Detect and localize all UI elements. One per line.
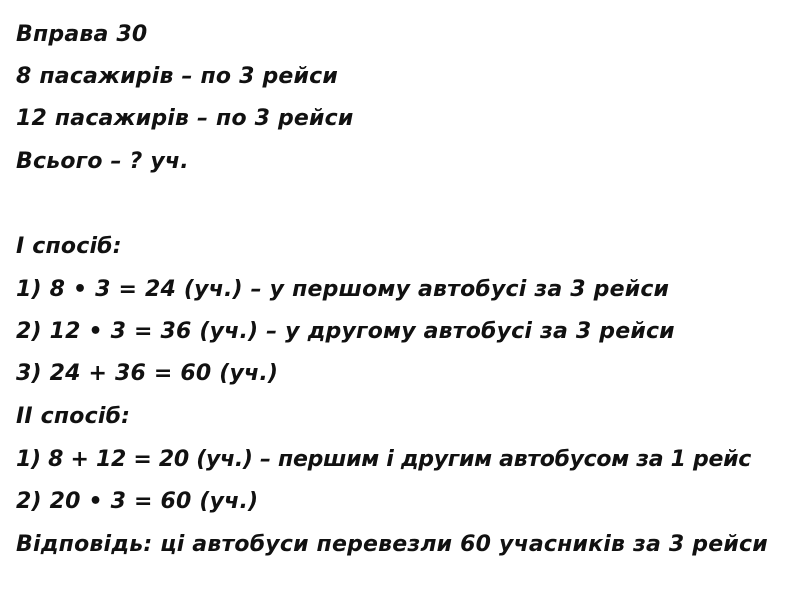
condition-line-1: 8 пасажирів – по 3 рейси [16, 64, 339, 89]
method-1-step-3: 3) 24 + 36 = 60 (уч.) [16, 361, 279, 386]
method-2-step-1: 1) 8 + 12 = 20 (уч.) – першим і другим автобусом за 1 рейс [16, 447, 751, 472]
method-1-heading: І спосіб: [16, 234, 122, 259]
method-2-heading: ІІ спосіб: [16, 404, 131, 429]
condition-line-2: 12 пасажирів – по 3 рейси [16, 106, 354, 131]
answer-line: Відповідь: ці автобуси перевезли 60 учасників за 3 рейси [16, 532, 768, 557]
method-1-step-2: 2) 12 • 3 = 36 (уч.) – у другому автобусі за 3 рейси [16, 319, 675, 344]
method-2-step-2: 2) 20 • 3 = 60 (уч.) [16, 489, 259, 514]
method-1-step-1: 1) 8 • 3 = 24 (уч.) – у першому автобусі за 3 рейси [16, 277, 670, 302]
exercise-title: Вправа 30 [16, 22, 148, 47]
condition-question: Всього – ? уч. [16, 149, 189, 174]
